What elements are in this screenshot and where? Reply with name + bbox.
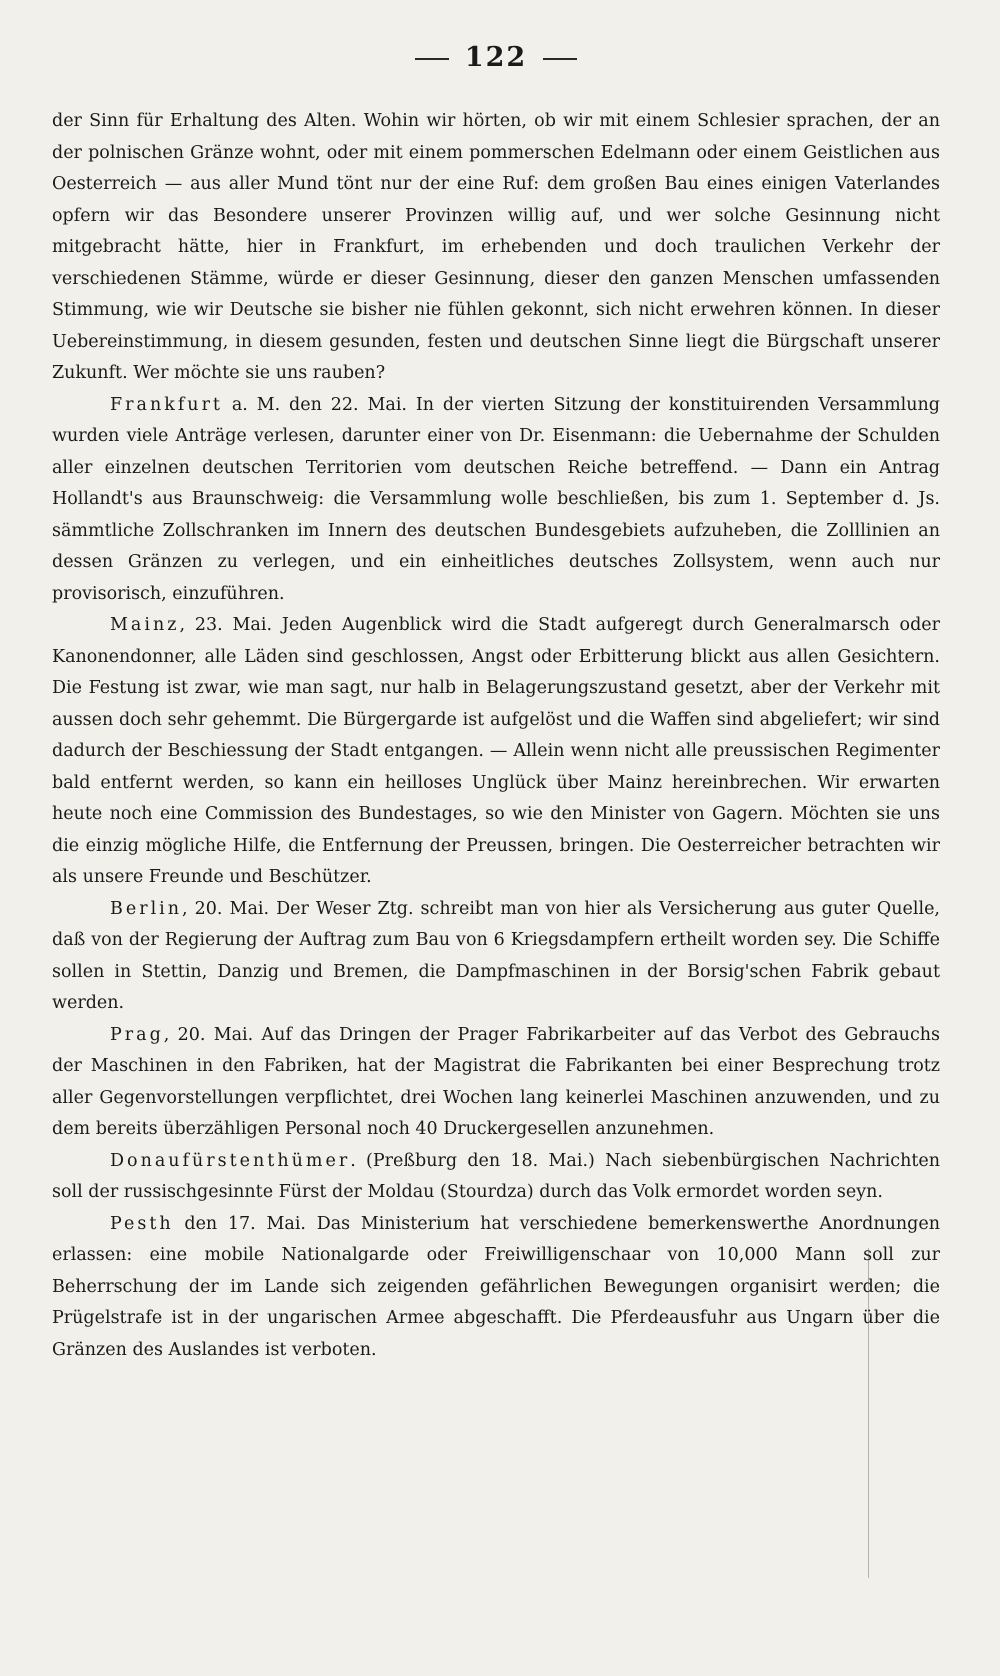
article-dateline-rest: , 23. Mai. [179, 615, 273, 635]
article-frankfurt [52, 390, 940, 611]
article-prag [52, 1020, 940, 1146]
article-dateline: Donaufürstenthümer [110, 1150, 351, 1171]
article-dateline: Berlin [110, 898, 183, 919]
article-body: (Preßburg den 18. Mai.) Nach siebenbürgischen Nachrichten soll der russischgesinnte Fürst der Moldau (Stourdza) durch das Volk ermordet worden seyn. [52, 1150, 940, 1202]
article-body: Das Ministerium hat verschiedene bemerkenswerthe Anordnungen erlassen: eine mobile Nationalgarde oder Freiwilligenschaar von 10,000 Mann soll zur Beherrschung der im Lande sich zeigenden gefährlichen Bewegungen organisirt werden; die Prügelstrafe ist in der ungarischen Armee abgeschafft. Die Pferdeausfuhr aus Ungarn über die Gränzen des Auslandes ist verboten. [52, 1213, 940, 1360]
page-number-dash-right [543, 58, 577, 60]
article-body: Der Weser Ztg. schreibt man von hier als Versicherung aus guter Quelle, daß von der Regierung der Auftrag zum Bau von 6 Kriegsdampfern ertheilt worden sey. Die Schiffe sollen in Stettin, Danzig und Bremen, die Dampfmaschinen in der Borsig'schen Fabrik gebaut werden. [52, 898, 940, 1013]
continued-paragraph: der Sinn für Erhaltung des Alten. Wohin wir hörten, ob wir mit einem Schlesier sprachen, der an der polnischen Gränze wohnt, oder mit einem pommerschen Edelmann oder einem Geistlichen aus Oesterreich — aus aller Mund tönt nur der eine Ruf: dem großen Bau eines einigen Vaterlandes opfern wir das Besondere unserer Provinzen willig auf, und wer solche Gesinnung nicht mitgebracht hätte, hier in Frankfurt, im erhebenden und doch traulichen Verkehr der verschiedenen Stämme, würde er dieser Gesinnung, dieser den ganzen Menschen umfassenden Stimmung, wie wir Deutsche sie bisher nie fühlen gekonnt, sich nicht erwehren können. In dieser Uebereinstimmung, in diesem gesunden, festen und deutschen Sinne liegt die Bürgschaft unserer Zukunft. Wer möchte sie uns rauben? [52, 111, 940, 383]
article-dateline-rest: den 17. Mai. [173, 1213, 306, 1234]
article-dateline: Prag [110, 1024, 164, 1045]
article-mainz [52, 610, 940, 894]
article-pesth [52, 1209, 940, 1367]
paper-crease-line [868, 1248, 869, 1578]
article-dateline: Mainz [110, 615, 180, 635]
article-dateline: Pesth [110, 1213, 174, 1234]
article-dateline-rest: . [350, 1150, 356, 1171]
article-dateline-rest: a. M. den 22. Mai. [222, 394, 407, 415]
article-dateline-rest: , 20. Mai. [163, 1024, 254, 1045]
article-donaufuerstenthuemer [52, 1146, 940, 1209]
article-dateline-rest: , 20. Mai. [182, 898, 270, 919]
article-body: Jeden Augenblick wird die Stadt aufgeregt durch Generalmarsch oder Kanonendonner, alle Läden sind geschlossen, Angst oder Erbitterung blickt aus allen Gesichtern. Die Festung ist zwar, wie man sagt, nur halb in Belagerungszustand gesetzt, aber der Verkehr mit aussen doch sehr gehemmt. Die Bürgergarde ist aufgelöst und die Waffen sind abgeliefert; wir sind dadurch der Beschiessung der Stadt entgangen. — Allein wenn nicht alle preussischen Regimenter bald entfernt werden, so kann ein heilloses Unglück über Mainz hereinbrechen. Wir erwarten heute noch eine Commission des Bundestages, so wie den Minister von Gagern. Möchten sie uns die einzig mögliche Hilfe, die Entfernung der Preussen, bringen. Die Oesterreicher betrachten wir als unsere Freunde und Beschützer. [52, 615, 941, 887]
article-berlin [52, 894, 940, 1020]
article-body: Auf das Dringen der Prager Fabrikarbeiter auf das Verbot des Gebrauchs der Maschinen in den Fabriken, hat der Magistrat die Fabrikanten bei einer Besprechung trotz aller Gegenvorstellungen verpflichtet, drei Wochen lang keinerlei Maschinen anzuwenden, und zu dem bereits überzähligen Personal noch 40 Druckergesellen anzunehmen. [52, 1024, 940, 1139]
page-number [52, 42, 940, 73]
article-body: In der vierten Sitzung der konstituirenden Versammlung wurden viele Anträge verlesen, darunter einer von Dr. Eisenmann: die Uebernahme der Schulden aller einzelnen deutschen Territorien vom deutschen Reiche betreffend. — Dann ein Antrag Hollandt's aus Braunschweig: die Versammlung wolle beschließen, bis zum 1. September d. Js. sämmtliche Zollschranken im Innern des deutschen Bundesgebiets aufzuheben, die Zolllinien an dessen Gränzen zu verlegen, und ein einheitliches deutsches Zollsystem, wenn auch nur provisorisch, einzuführen. [52, 394, 941, 604]
article-dateline: Frankfurt [110, 394, 223, 415]
page-number-value: 122 [464, 42, 528, 73]
page-number-dash-left [415, 58, 449, 60]
